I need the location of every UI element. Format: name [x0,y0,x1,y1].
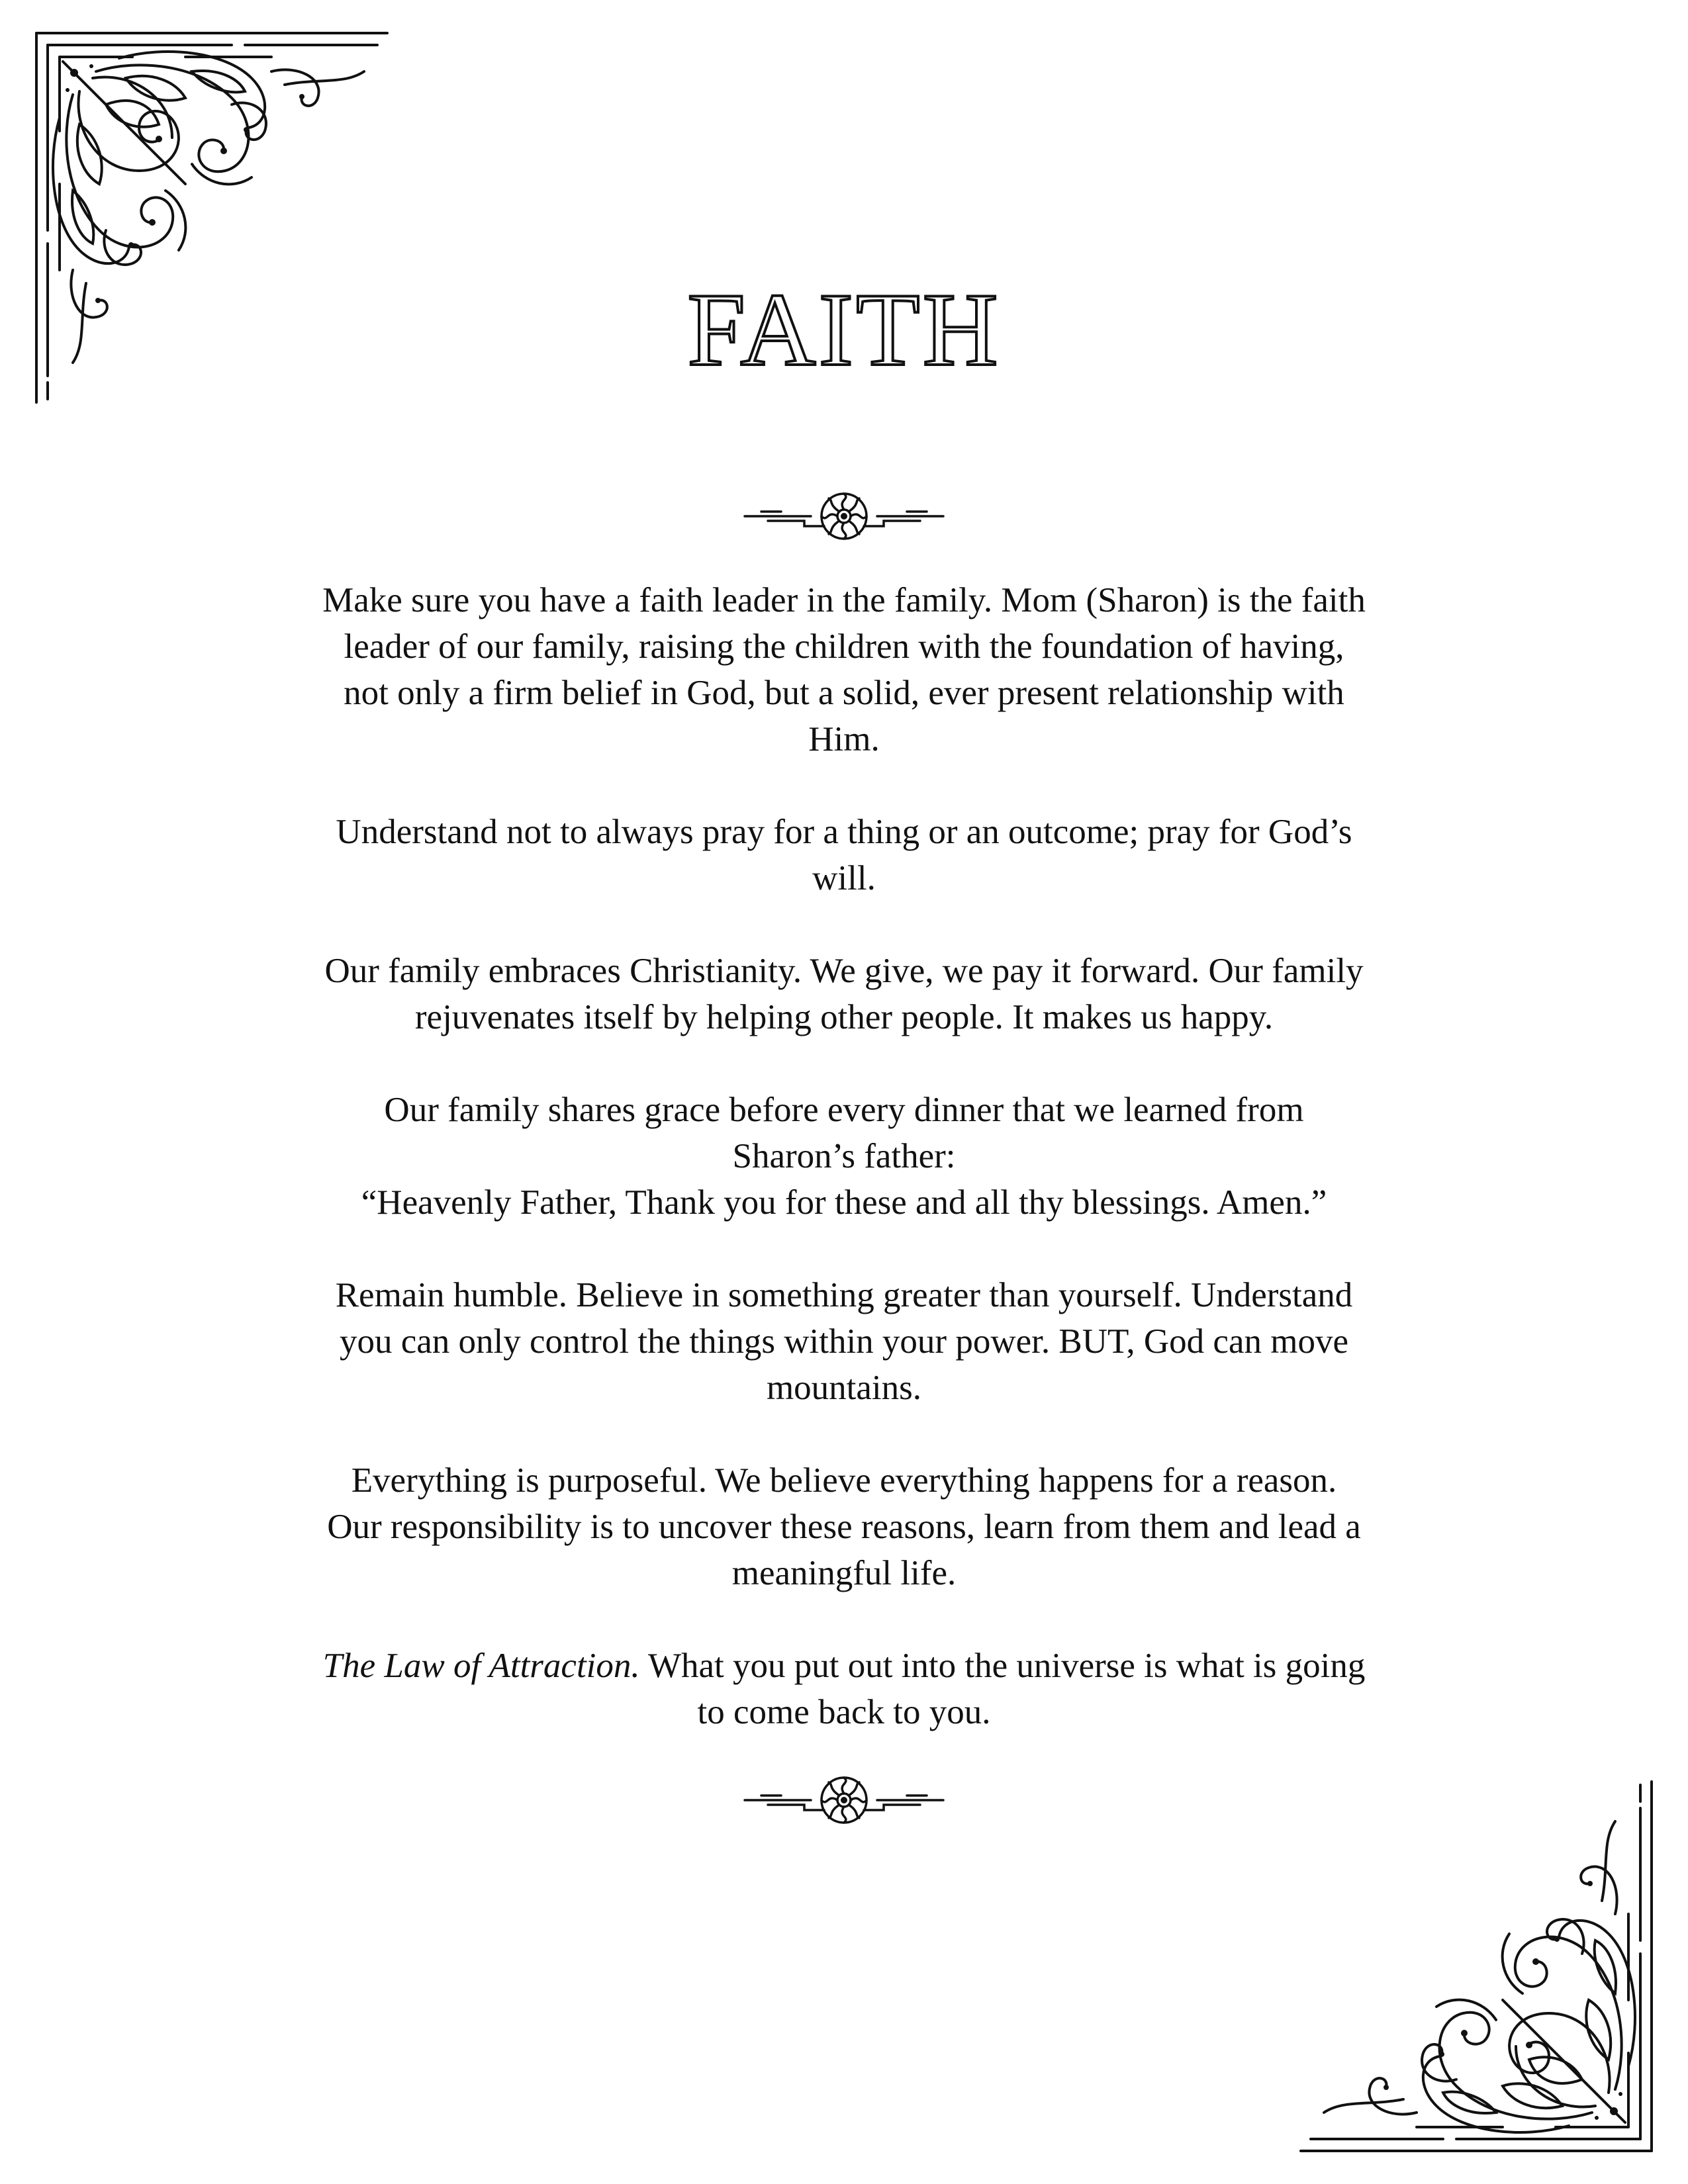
text-line: meaningful life. [731,1554,957,1592]
paragraph-gods-will [261,809,1427,901]
text-line: Make sure you have a faith leader in the family. Mom (Sharon) is the faith [322,581,1366,619]
corner-ornament-bottom-right-icon [1297,1775,1655,2152]
flower-divider-icon [741,1770,947,1830]
text-line: Remain humble. Believe in something greater than yourself. Understand [335,1276,1353,1314]
text-line: Our responsibility is to uncover these reasons, learn from them and lead a [327,1508,1361,1546]
text-line [261,1643,1427,1689]
paragraph-christianity [261,948,1427,1040]
text-line: Understand not to always pray for a thing or an outcome; pray for God’s [336,813,1352,851]
page-title: FAITH [687,272,1001,388]
law-of-attraction-title: The Law of Attraction. [322,1647,640,1685]
text-line: rejuvenates itself by helping other people. It makes us happy. [414,998,1274,1036]
paragraph-law-of-attraction [261,1643,1427,1735]
paragraph-humble [261,1272,1427,1411]
flower-divider-icon [741,486,947,546]
text-run: What you put out into the universe is what is going [639,1647,1366,1685]
text-line: will. [812,859,876,897]
text-line: to come back to you. [697,1693,991,1731]
text-line: Our family shares grace before every dinner that we learned from [384,1091,1304,1129]
paragraph-grace [261,1087,1427,1226]
paragraph-faith-leader [261,577,1427,762]
body-text [261,577,1427,1735]
text-line: “Heavenly Father, Thank you for these and all thy blessings. Amen.” [361,1183,1327,1222]
paragraph-purposeful [261,1457,1427,1596]
text-line: Him. [808,720,880,758]
text-line: Our family embraces Christianity. We give, we pay it forward. Our family [324,952,1364,990]
text-line: mountains. [766,1369,922,1407]
text-line: not only a firm belief in God, but a solid, ever present relationship with [344,674,1344,712]
text-line: Everything is purposeful. We believe everything happens for a reason. [351,1461,1337,1500]
text-line: you can only control the things within your power. BUT, God can move [340,1322,1348,1361]
text-line: Sharon’s father: [732,1137,956,1175]
text-line: leader of our family, raising the children with the foundation of having, [344,627,1344,666]
